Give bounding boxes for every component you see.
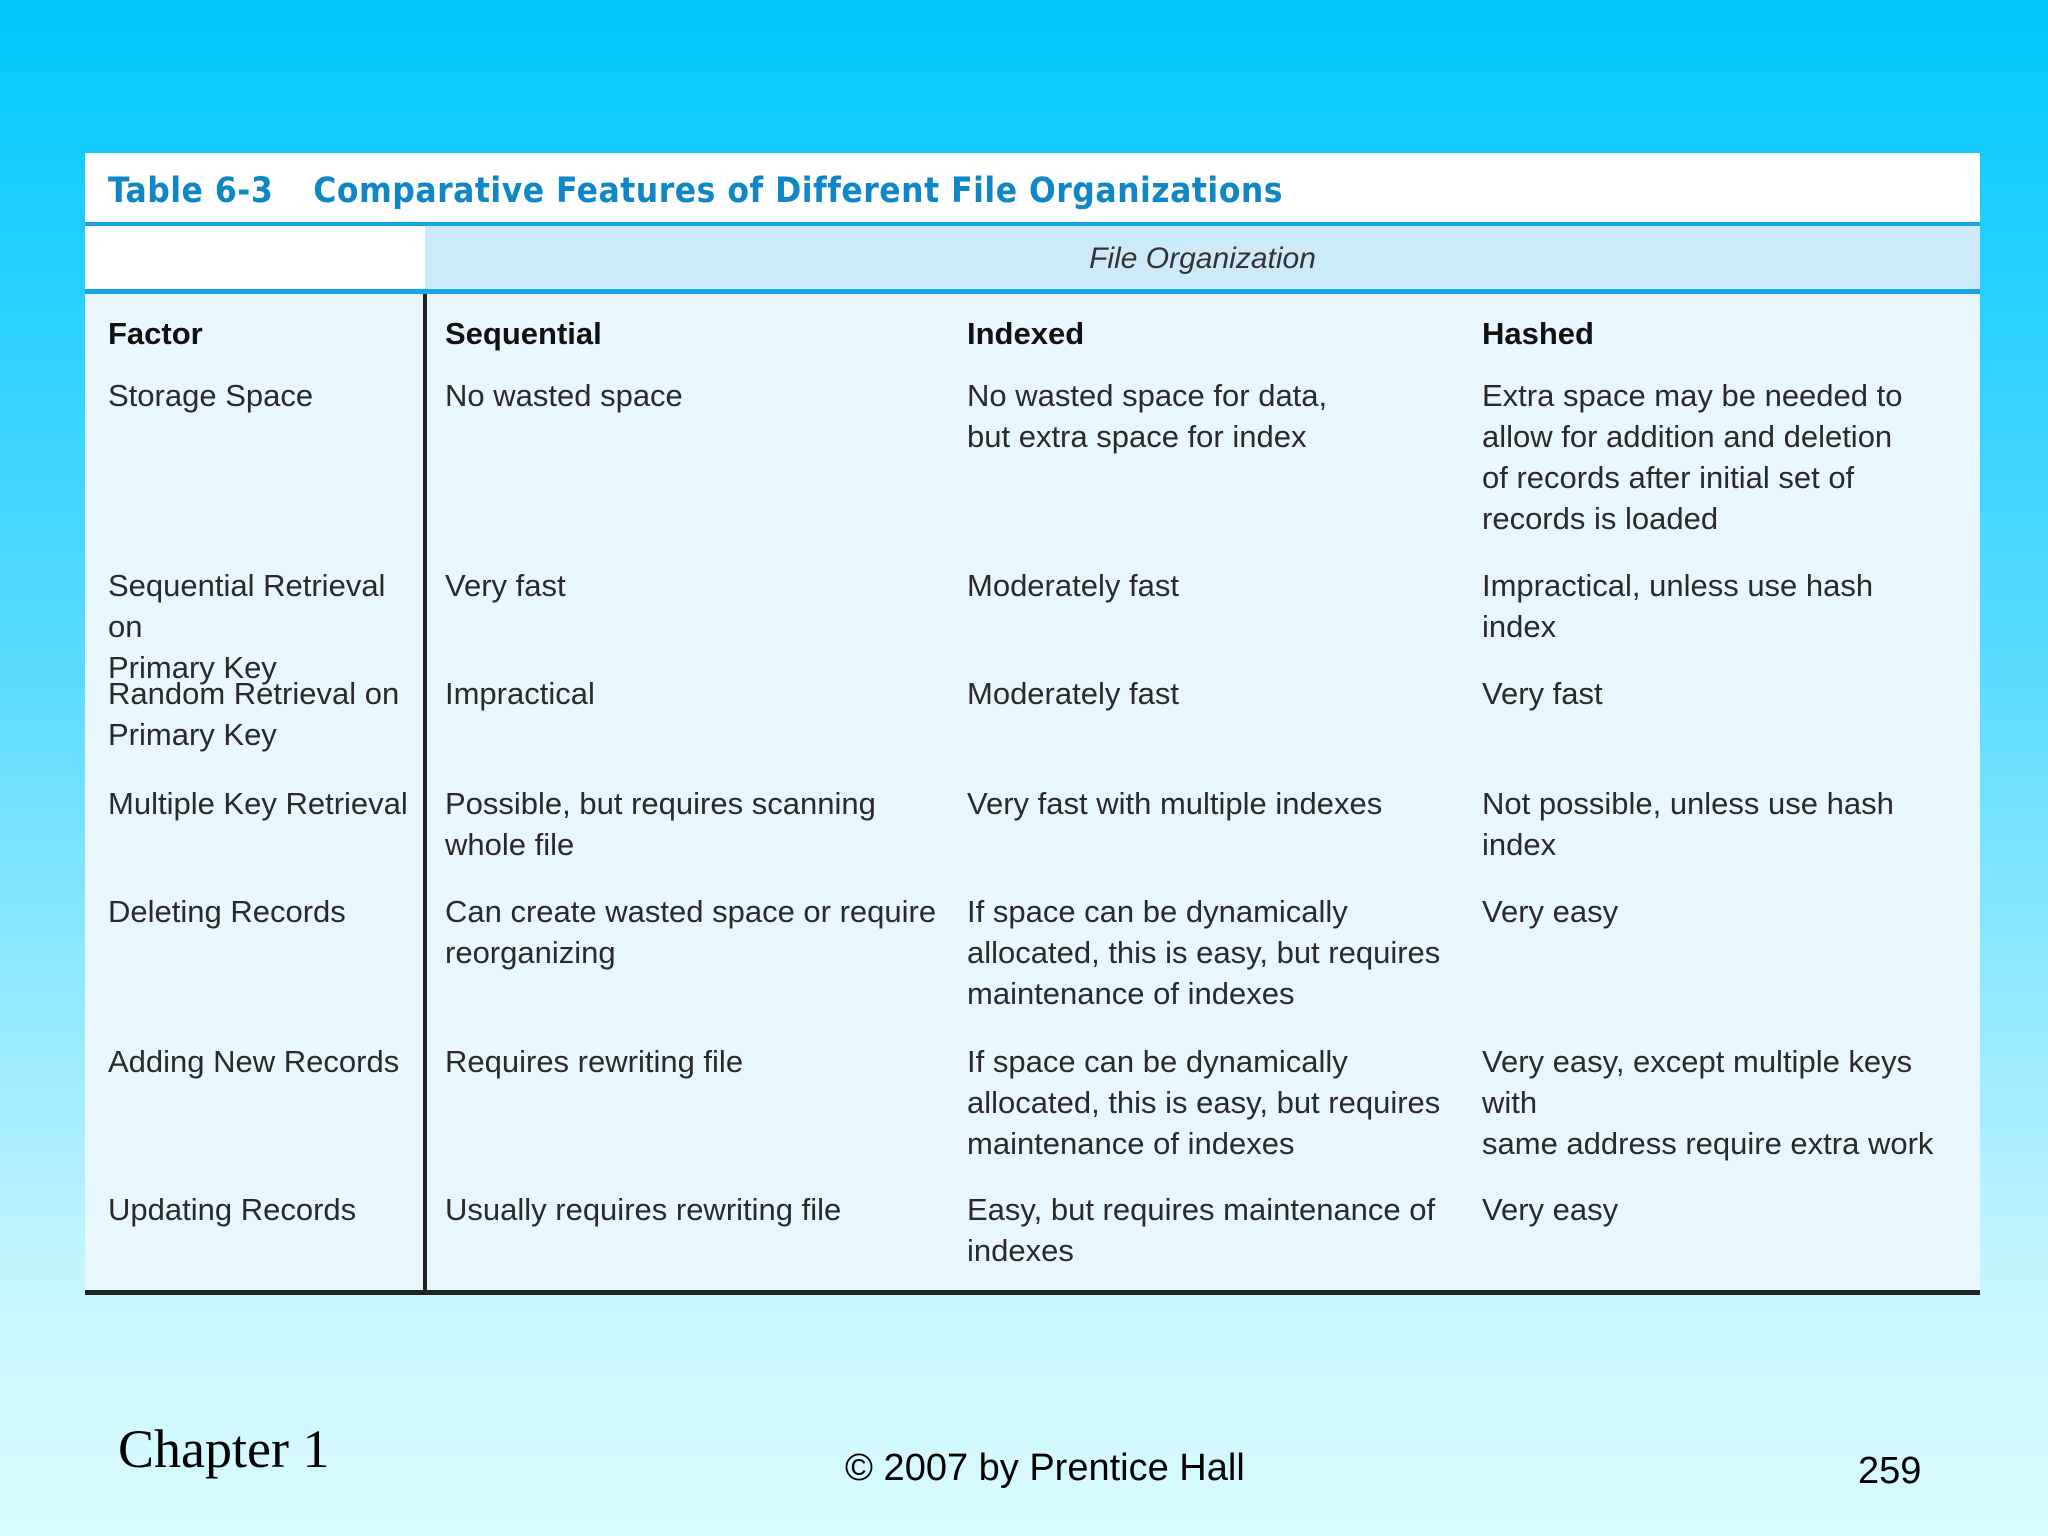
row-sequential-cell: No wasted space: [445, 378, 683, 413]
row-factor-cell: Deleting Records: [108, 894, 346, 929]
column-header-hashed: Hashed: [1482, 316, 1594, 351]
table-title-bar: [85, 153, 1980, 226]
row-indexed-cell: Moderately fast: [967, 676, 1179, 711]
row-hashed-cell: Not possible, unless use hash index: [1482, 786, 1894, 862]
row-hashed-cell: Very fast: [1482, 676, 1603, 711]
row-indexed-cell: If space can be dynamically allocated, this is easy, but requires maintenance of indexes: [967, 894, 1441, 1011]
row-hashed-cell: Extra space may be needed to allow for addition and deletion of records after initial set of records is loaded: [1482, 378, 1903, 536]
row-sequential-cell: Impractical: [445, 676, 595, 711]
row-factor-cell: Sequential Retrieval on Primary Key: [108, 568, 386, 685]
row-factor-cell: Multiple Key Retrieval: [108, 786, 408, 821]
row-factor-cell: Updating Records: [108, 1192, 357, 1227]
table-title-text: Comparative Features of Different File Organizations: [313, 171, 1284, 211]
row-hashed-cell: Impractical, unless use hash index: [1482, 568, 1874, 644]
page-number: 259: [1858, 1450, 1922, 1492]
row-sequential-cell: Usually requires rewriting file: [445, 1192, 842, 1227]
row-factor-cell: Adding New Records: [108, 1044, 400, 1079]
row-hashed-cell: Very easy, except multiple keys with same address require extra work: [1482, 1044, 1934, 1161]
table-number: Table 6-3: [108, 171, 274, 211]
row-factor-cell: Random Retrieval on Primary Key: [108, 676, 400, 752]
copyright-notice: © 2007 by Prentice Hall: [845, 1447, 1245, 1489]
file-organization-header: File Organization: [425, 226, 1980, 289]
row-indexed-cell: Moderately fast: [967, 568, 1179, 603]
column-header-factor: Factor: [108, 316, 203, 351]
row-indexed-cell: Very fast with multiple indexes: [967, 786, 1383, 821]
row-sequential-cell: Requires rewriting file: [445, 1044, 744, 1079]
group-header-row: [85, 226, 1980, 294]
factor-column-divider: [423, 294, 427, 1294]
row-hashed-cell: Very easy: [1482, 1192, 1619, 1227]
row-indexed-cell: If space can be dynamically allocated, this is easy, but requires maintenance of indexes: [967, 1044, 1441, 1161]
table-title: [108, 171, 1283, 211]
chapter-label: Chapter 1: [118, 1419, 330, 1479]
column-header-indexed: Indexed: [967, 316, 1085, 351]
table-bottom-rule: [85, 1290, 1980, 1295]
row-sequential-cell: Possible, but requires scanning whole file: [445, 786, 876, 862]
row-sequential-cell: Can create wasted space or require reorganizing: [445, 894, 937, 970]
comparison-table: [85, 153, 1980, 1295]
row-sequential-cell: Very fast: [445, 568, 566, 603]
column-header-sequential: Sequential: [445, 316, 602, 351]
row-indexed-cell: Easy, but requires maintenance of indexes: [967, 1192, 1436, 1268]
row-indexed-cell: No wasted space for data, but extra space for index: [967, 378, 1328, 454]
row-hashed-cell: Very easy: [1482, 894, 1619, 929]
row-factor-cell: Storage Space: [108, 378, 314, 413]
